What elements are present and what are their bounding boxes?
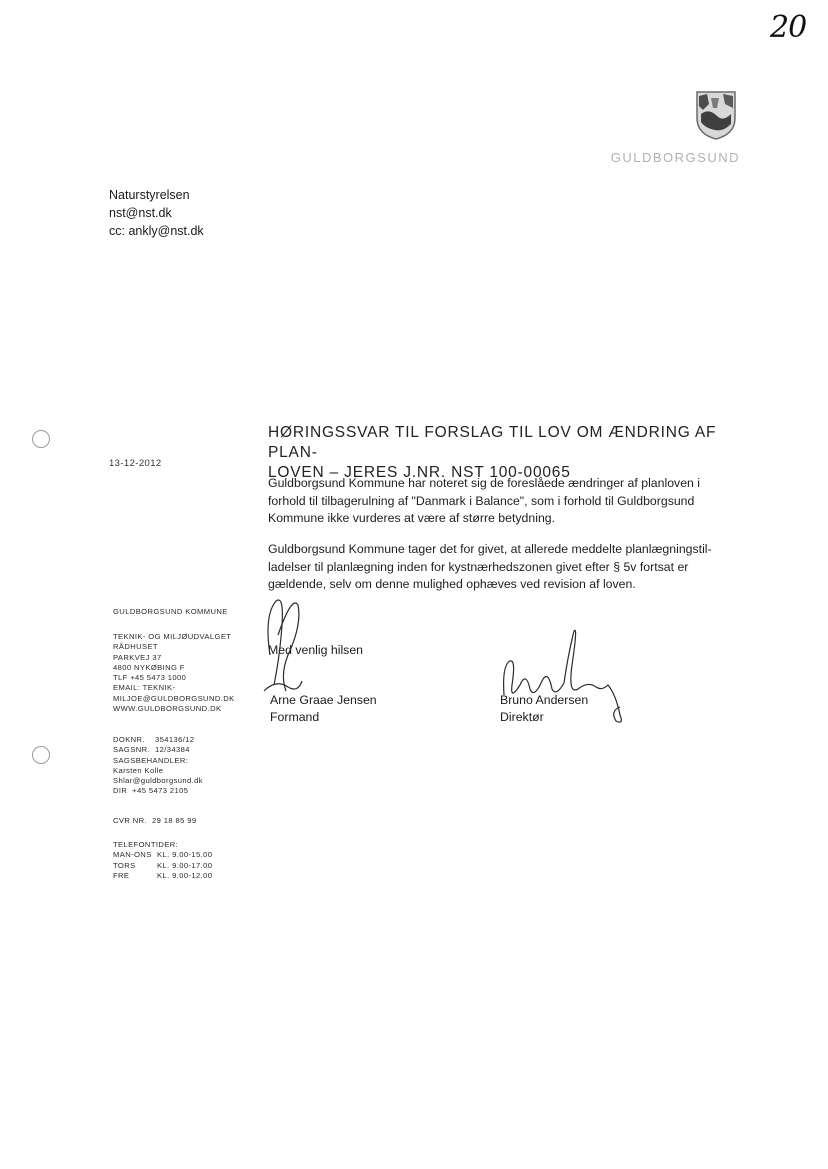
signatory-title: Formand [270, 710, 320, 724]
body-paragraph: Guldborgsund Kommune har noteret sig de foreslåede ændringer af planloven i forhold til tilbagerulning af "Danmark i Balance", som i forhold til Guldborgsund Kommune ikke vurderes at være af større betydning. [268, 476, 701, 525]
sidebar-cvr: CVR NR. 29 18 85 99 [113, 816, 197, 825]
hours-time: KL. 9.00-12.00 [157, 870, 213, 880]
page-number: 20 [770, 10, 807, 45]
sidebar-case-line: SAGSNR. 12/34384 [113, 745, 190, 755]
signatory-block [270, 692, 377, 726]
phone-hours-row [113, 850, 212, 860]
sidebar-address-line: PARKVEJ 37 [113, 652, 162, 662]
brand-wordmark: GULDBORGSUND [610, 150, 740, 165]
sidebar-case-line: DOKNR. 354136/12 [113, 735, 195, 744]
sidebar-address-line: RÅDHUSET [113, 642, 158, 652]
subject-line: LOVEN – JERES J.NR. NST 100-00065 [268, 464, 571, 481]
hours-days: TORS [113, 860, 136, 870]
signatory-name: Bruno Andersen [500, 693, 589, 707]
closing-greeting: Med venlig hilsen [268, 643, 364, 657]
sidebar-address-line: EMAIL: TEKNIK- [113, 683, 176, 693]
phone-hours-row [113, 871, 212, 881]
recipient-line: Naturstyrelsen [109, 188, 190, 202]
phone-hours-title: TELEFONTIDER: [113, 840, 179, 849]
sidebar-phone-hours [113, 840, 212, 881]
sidebar-organization: GULDBORGSUND KOMMUNE [113, 607, 228, 616]
hours-time: KL. 9.00-17.00 [157, 860, 213, 870]
subject-line: HØRINGSSVAR TIL FORSLAG TIL LOV OM ÆNDRING AF PLAN- [268, 424, 717, 461]
sidebar-case-line: Karsten Kolle [113, 765, 164, 775]
signature-arne-graae-jensen [258, 595, 318, 695]
sidebar-case-line: DIR +45 5473 2105 [113, 786, 189, 796]
sidebar-address-line: 4800 NYKØBING F [113, 662, 185, 672]
recipient-line: nst@nst.dk [109, 206, 172, 220]
signatory-name: Arne Graae Jensen [270, 693, 377, 707]
municipal-crest-logo [695, 90, 737, 140]
sidebar-address-line: MILJOE@GULDBORGSUND.DK [113, 693, 235, 703]
letter-date: 13-12-2012 [109, 458, 162, 469]
sidebar-case-line: SAGSBEHANDLER: [113, 755, 189, 765]
sidebar-case-info [113, 735, 203, 797]
body-paragraph: Guldborgsund Kommune tager det for givet, at allerede meddelte planlægningstil-ladelser til planlægning inden for kystnærhedszonen givet efter § 5v fortsat er gældende, selv om denne mulighed ophæves ved revision af loven. [268, 542, 712, 591]
recipient-address [109, 186, 204, 240]
sidebar-address [113, 632, 235, 714]
hours-days: FRE [113, 870, 130, 880]
sidebar-case-line: Shlar@guldborgsund.dk [113, 776, 203, 786]
sidebar-address-line: TLF +45 5473 1000 [113, 673, 187, 683]
recipient-line: cc: ankly@nst.dk [109, 224, 204, 238]
hours-time: KL. 9.00-15.00 [157, 850, 213, 860]
punch-hole [32, 430, 50, 448]
sidebar-address-line: WWW.GULDBORGSUND.DK [113, 704, 222, 714]
signatory-block [500, 692, 588, 726]
sidebar-address-line: TEKNIK- OG MILJØUDVALGET [113, 632, 232, 641]
subject-heading [268, 423, 758, 483]
phone-hours-row [113, 861, 212, 871]
signatory-title: Direktør [500, 710, 544, 724]
hours-days: MAN-ONS [113, 850, 152, 860]
punch-hole [32, 746, 50, 764]
